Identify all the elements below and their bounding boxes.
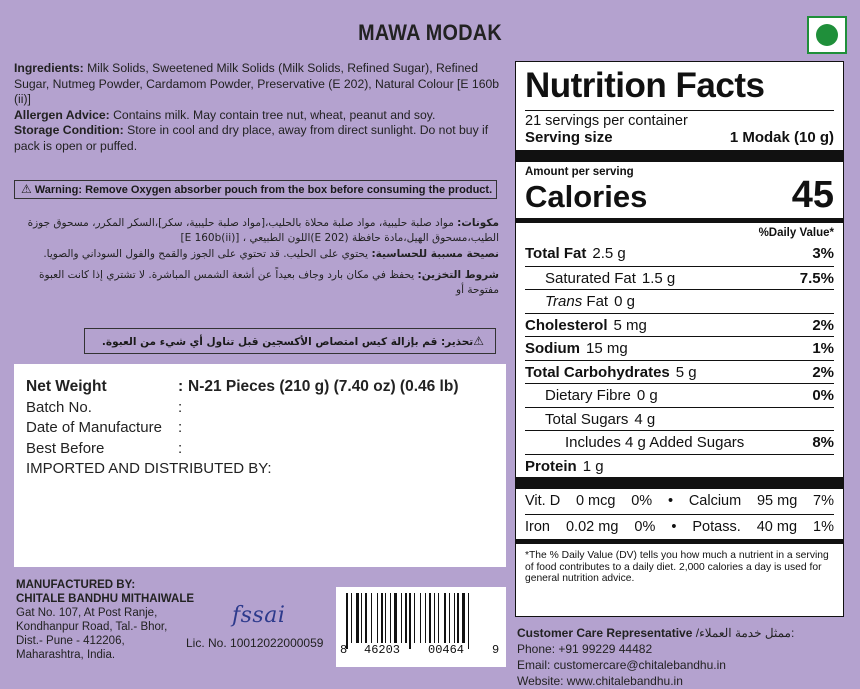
nf-nutrient-name: Saturated Fat (545, 269, 636, 287)
storage-label: Storage Condition: (14, 123, 124, 138)
fssai-logo: fssai (232, 603, 286, 628)
nf-calories-label: Calories (525, 179, 648, 214)
nf-vitamin-left-dv: 0% (634, 519, 656, 535)
mfr-address-4: Maharashtra, India. (16, 649, 116, 661)
warning-triangle-icon-ar: ⚠ (473, 334, 484, 348)
nf-vitamins (525, 489, 834, 539)
nf-rows (525, 242, 834, 477)
barcode-bar (429, 593, 431, 643)
barcode-bar (420, 593, 421, 643)
manufacturer-block (16, 578, 196, 662)
net-weight-label: Net Weight (26, 378, 107, 395)
nf-nutrient-dv: 7.5% (799, 269, 834, 287)
nf-nutrient-amount: 4 g (634, 410, 656, 428)
barcode-bar (401, 593, 402, 643)
net-weight-value: N-21 Pieces (210 g) (7.40 oz) (0.46 lb) (188, 378, 459, 395)
nf-calories-value: 45 (791, 174, 834, 216)
barcode-bar (414, 593, 415, 643)
nf-nutrient-dv: 8% (812, 434, 834, 451)
barcode-bar (457, 593, 459, 643)
nf-nutrient-dv: 3% (812, 245, 834, 262)
barcode-digit-3: 00464 (428, 643, 465, 657)
nf-nutrient-dv: 1% (812, 340, 834, 357)
best-before-row: Best Before : (26, 440, 183, 457)
barcode-bar (365, 593, 367, 643)
barcode-bar (346, 593, 348, 649)
nf-vitamin-row (525, 489, 834, 514)
warning-box-ar (84, 328, 496, 354)
nf-nutrient-name: Protein (525, 457, 577, 475)
barcode-bar (434, 593, 435, 643)
allergen-text: Contains milk. May contain tree nut, wheat, peanut and soy. (109, 107, 436, 122)
nf-nutrient-name: Cholesterol (525, 316, 608, 334)
storage-text: Store in cool and dry place, away from direct sunlight. Do not buy if pack is open or puffed. (14, 123, 489, 153)
nf-nutrient-name: Sodium (525, 340, 580, 357)
best-before-label: Best Before (26, 440, 105, 457)
ar-storage-label: شروط التخزين: (417, 269, 499, 281)
barcode-bar (385, 593, 386, 643)
care-phone: Phone: +91 99229 44482 (517, 642, 653, 656)
batch-info-panel (14, 364, 506, 567)
nf-nutrient-amount: 5 g (675, 363, 697, 381)
mfr-address-3: Dist.- Pune - 412206, (16, 635, 125, 647)
nf-nutrient-amount: 0 g (636, 387, 658, 404)
mfr-address-2: Kondhanpur Road, Tal.- Bhor, (16, 621, 168, 633)
barcode-bar (462, 593, 465, 643)
nf-row (525, 266, 834, 290)
barcode-bar (409, 593, 411, 649)
nf-vitamin-right-dv: 7% (813, 493, 834, 509)
separator-dot: • (671, 519, 677, 535)
barcode-bar (454, 593, 455, 643)
mfg-row: Date of Manufacture : (26, 419, 183, 436)
nf-nutrient-dv: 2% (812, 363, 834, 381)
barcode-bar (371, 593, 372, 643)
imported-row (26, 460, 272, 477)
ar-storage-text: يحفظ في مكان بارد وجاف بعيداً عن أشعة الشمس المباشرة. لا تشتري إذا كانت العبوة مفتوحة أو (39, 269, 499, 296)
ingredients-text: Milk Solids, Sweetened Milk Solids (Milk Solids, Refined Sugar), Refined Sugar, Nutmeg Powder, Cardamom Powder, Preservative (E 202), Natural Colour [E 160b (ii)] (14, 61, 500, 107)
nf-row (525, 289, 834, 313)
barcode-bar (394, 593, 397, 643)
barcode-digit-1: 8 (340, 643, 348, 657)
net-weight-row: Net Weight : N-21 Pieces (210 g) (7.40 oz) (0.46 lb) (26, 378, 459, 395)
ar-ingredients-text: مواد صلبة حليبية، مواد صلبة محلاة بالحليب،[مواد صلبة حليبية، سكر]،السكر المكرر، مسحوق جوزة الطيب،مسحوق الهيل،مادة حافظة (E 202)اللون الطبيعي ، [(E 160b(ii] (27, 217, 499, 244)
nf-row (525, 336, 834, 360)
ingredients-block (14, 61, 504, 155)
mfr-name: CHITALE BANDHU MITHAIWALE (16, 593, 195, 605)
nf-vitamin-row (525, 514, 834, 539)
care-label: Customer Care Representative (517, 626, 693, 640)
nf-vitamin-left-name: Vit. D (525, 493, 561, 509)
nf-title: Nutrition Facts (525, 66, 765, 105)
nf-vitamin-right-dv: 1% (813, 519, 834, 535)
barcode-bar (468, 593, 469, 649)
nf-nutrient-amount: 2.5 g (592, 245, 626, 262)
separator-dot: • (667, 493, 674, 509)
license-number: Lic. No. 10012022000059 (186, 636, 324, 650)
barcode-bar (361, 593, 362, 643)
nf-nutrient-name: Total Sugars (545, 410, 629, 428)
nf-vitamin-left-name: Iron (525, 519, 550, 535)
nf-row (525, 383, 834, 407)
warning-text-ar: تحذير: قم بإزالة كيس امتصاص الأكسجين قبل تناول أي شيء من العبوة. (101, 336, 474, 348)
nf-serving-size (525, 129, 834, 146)
nf-nutrient-name: Total Carbohydrates (525, 363, 670, 381)
nf-vitamin-right-amount: 95 mg (756, 493, 798, 509)
nf-calories-row (525, 176, 834, 214)
batch-row: Batch No. : (26, 399, 183, 416)
nf-row (525, 407, 834, 431)
nf-vitamin-right-amount: 40 mg (756, 519, 798, 535)
nf-row (525, 430, 834, 454)
nf-nutrient-amount: 0 g (614, 293, 635, 310)
nutrition-facts-panel (515, 61, 844, 617)
barcode-bar (405, 593, 407, 643)
imported-label: IMPORTED AND DISTRIBUTED BY: (26, 460, 272, 477)
barcode (336, 587, 506, 667)
veg-dot (816, 24, 838, 46)
barcode-bar (381, 593, 383, 643)
mfr-address-1: Gat No. 107, At Post Ranje, (16, 607, 158, 619)
nf-servings: 21 servings per container (525, 113, 688, 129)
care-email: Email: customercare@chitalebandhu.in (517, 658, 726, 672)
mfg-label: Date of Manufacture (26, 419, 162, 436)
care-label-ar: /ممثل خدمة العملاء: (695, 626, 795, 640)
barcode-bar (390, 593, 391, 643)
nf-footnote: *The % Daily Value (DV) tells you how much a nutrient in a serving of food contributes to a daily diet. 2,000 calories a day is used for general nutrition advice. (525, 550, 829, 584)
nf-nutrient-name: Dietary Fibre (545, 387, 631, 404)
care-website: Website: www.chitalebandhu.in (517, 674, 683, 688)
warning-text-en: Warning: Remove Oxygen absorber pouch from the box before consuming the product. (34, 184, 493, 196)
nf-nutrient-dv: 0% (812, 387, 834, 404)
warning-box-en (14, 180, 497, 199)
nf-nutrient-name: Total Fat (525, 245, 587, 262)
product-title: MAWA MODAK (358, 20, 502, 45)
nf-vitamin-left-amount: 0 mcg (575, 493, 616, 509)
barcode-bar (377, 593, 378, 643)
ar-ingredients-label: مكونات: (457, 217, 499, 229)
barcode-bar (356, 593, 359, 643)
veg-mark-icon (807, 16, 847, 54)
nf-row (525, 360, 834, 384)
ar-allergen-label: نصيحة مسببة للحساسية: (371, 248, 499, 260)
nf-vitamin-right-name: Potass. (692, 519, 741, 535)
barcode-bars (346, 593, 496, 645)
barcode-bar (449, 593, 450, 643)
nf-nutrient-amount: 1 g (582, 457, 604, 475)
nf-amount-per-serving: Amount per serving (525, 166, 634, 178)
arabic-block (14, 216, 499, 299)
nf-vitamin-left-amount: 0.02 mg (565, 519, 619, 535)
barcode-digit-2: 46203 (364, 643, 401, 657)
barcode-bar (444, 593, 446, 643)
nf-row (525, 242, 834, 266)
warning-triangle-icon: ⚠ (21, 182, 32, 196)
nf-nutrient-amount: 5 mg (613, 316, 647, 334)
barcode-digit-4: 9 (492, 643, 500, 657)
mfr-heading: MANUFACTURED BY: (16, 579, 136, 591)
nf-row (525, 454, 834, 478)
nf-nutrient-amount: 1.5 g (641, 269, 676, 287)
nf-vitamin-left-dv: 0% (631, 493, 653, 509)
ingredients-label: Ingredients: (14, 61, 84, 75)
nf-nutrient-amount: 15 mg (586, 340, 628, 357)
batch-label: Batch No. (26, 399, 92, 416)
nf-serving-size-label: Serving size (525, 129, 613, 146)
nf-nutrient-name: Trans Fat (545, 293, 609, 310)
nf-row (525, 313, 834, 337)
barcode-bar (438, 593, 439, 643)
nf-serving-size-value: 1 Modak (10 g) (729, 129, 834, 146)
barcode-bar (425, 593, 426, 643)
nf-nutrient-name: Includes 4 g Added Sugars (565, 434, 745, 451)
allergen-label: Allergen Advice: (14, 107, 110, 122)
nf-nutrient-dv: 2% (812, 316, 834, 334)
nf-vitamin-right-name: Calcium (688, 493, 742, 509)
customer-care-block (517, 625, 857, 689)
barcode-bar (351, 593, 352, 643)
nf-dv-header: %Daily Value* (758, 227, 834, 239)
ar-allergen-text: يحتوي على الحليب. قد تحتوي على الجوز والقمح والفول السوداني والصويا. (43, 248, 372, 260)
